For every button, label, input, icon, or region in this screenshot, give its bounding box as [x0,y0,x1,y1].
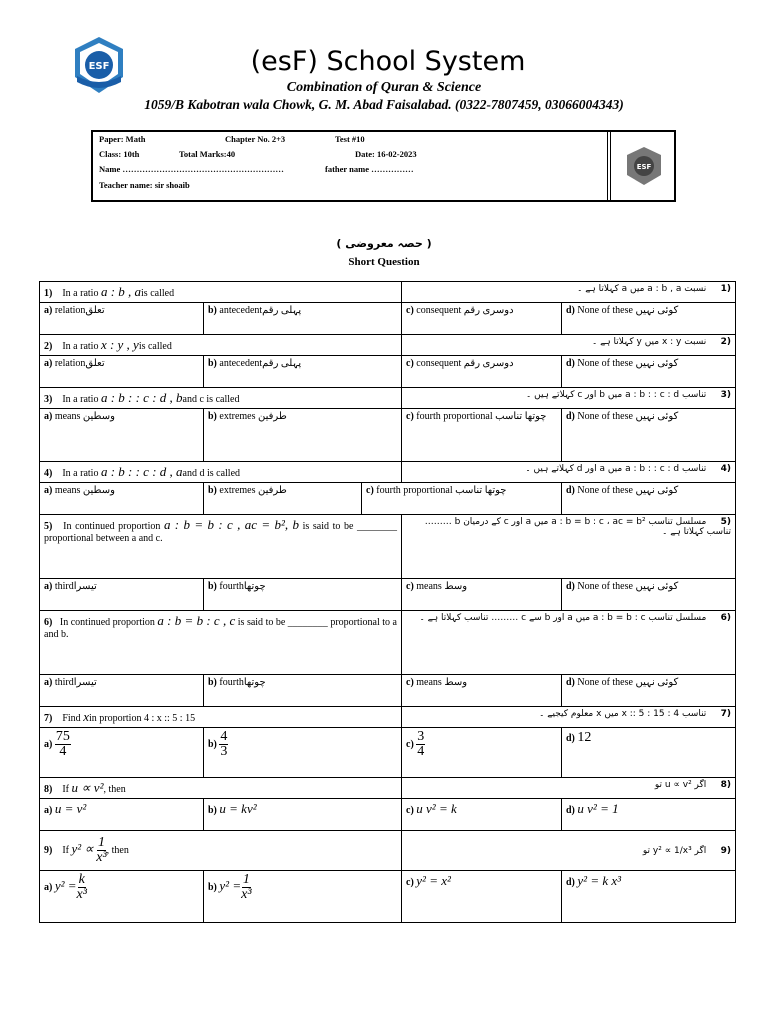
test-label: Test #10 [335,134,365,144]
options-row [40,728,736,778]
section-title-urdu: ( حصہ معروضی ) [336,237,432,250]
option-b[interactable]: b) fourthچوتھا [204,579,402,611]
paper-info-box [91,130,676,202]
option-c[interactable]: c) consequent دوسری رقم [402,303,562,335]
date-label: Date: 16-02-2023 [355,149,417,159]
option-d[interactable]: d) None of these کوئی نہیں [562,356,736,388]
option-d[interactable]: d) y² = k x³ [562,871,736,923]
question-row: 2) In a ratio x : y , yis called (2 نسبت x : y میں y کہلاتا ہے ۔ [40,335,736,356]
question-row: 8) If u ∝ v², then (8 اگر u ∝ v² تو [40,778,736,799]
option-c[interactable]: c) consequent دوسری رقم [402,356,562,388]
options-row [40,483,736,515]
option-a[interactable]: a) u = v² [40,799,204,831]
question-row: 1) In a ratio a : b , ais called (1 نسبت a : b , a میں a کہلاتا ہے ۔ [40,282,736,303]
option-c[interactable]: c) $\frac{3}{4}$ [402,728,562,778]
option-a[interactable]: a) means وسطین [40,483,204,515]
option-a[interactable]: a) thirdتیسرا [40,675,204,707]
teacher-name: Teacher name: sir shoaib [99,180,190,190]
chapter-label: Chapter No. 2+3 [225,134,286,144]
address: 1059/B Kabotran wala Chowk, G. M. Abad Faisalabad. (0322-7807459, 03066004343) [144,97,624,112]
option-b[interactable]: b) y² = $\frac{1}{\text{x³}}$ [204,871,402,923]
options-row [40,409,736,462]
option-c[interactable]: c) y² = x² [402,871,562,923]
school-name: (esF) School System [250,46,526,77]
option-a[interactable]: a) relationتعلق [40,303,204,335]
option-d[interactable]: d) None of these کوئی نہیں [562,675,736,707]
option-d[interactable]: d) None of these کوئی نہیں [562,409,736,462]
options-row [40,579,736,611]
question-row: 3) In a ratio a : b : : c : d , band c is called (3 تناسب a : b : : c : d میں b اور c کہلاتے ہیں ۔ [40,388,736,409]
option-d[interactable]: d) None of these کوئی نہیں [562,579,736,611]
question-row: 4) In a ratio a : b : : c : d , aand d is called (4 تناسب a : b : : c : d میں a اور d کہلاتے ہیں ۔ [40,462,736,483]
option-b[interactable]: b) antecedentپہلی رقم [204,303,402,335]
section-title: Short Question [348,256,420,268]
option-d[interactable]: d) u v² = 1 [562,799,736,831]
options-row [40,675,736,707]
options-row [40,303,736,335]
option-a[interactable]: a) relationتعلق [40,356,204,388]
mcq-table [39,281,736,923]
option-c[interactable]: c) means وسط [402,675,562,707]
svg-text:ESF: ESF [88,61,110,72]
option-b[interactable]: b) fourthچوتھا [204,675,402,707]
option-a[interactable]: a) y² = $\frac{k}{\text{x³}}$ [40,871,204,923]
option-c[interactable]: c) fourth proportional چوتھا تناسب [362,483,562,515]
father-name-field: father name …………… [325,164,414,174]
option-c[interactable]: c) fourth proportional چوتھا تناسب [402,409,562,462]
option-d[interactable]: d) 12 [562,728,736,778]
options-row [40,356,736,388]
option-b[interactable]: b) antecedentپہلی رقم [204,356,402,388]
option-d[interactable]: d) None of these کوئی نہیں [562,303,736,335]
question-row: 7) Find xin proportion 4 : x :: 5 : 15 (7 تناسب 4 : x :: 5 : 15 میں x معلوم کیجیے ۔ [40,707,736,728]
option-a[interactable]: a) means وسطین [40,409,204,462]
question-row: 5) In continued proportion a : b = b : c , ac = b², b is said to be ________ proportional between a and c. (5 مسلسل تناسب a : b = b : c ، ac = b² میں a اور c کے درمیان b ……… تناسب کہلاتا ہے ۔ [40,515,736,579]
question-row: 6) In continued proportion a : b = b : c , c is said to be ________ proportional to a and b. (6 مسلسل تناسب a : b = b : c میں a اور b سے c ……… تناسب کہلاتا ہے ۔ [40,611,736,675]
option-a[interactable]: a) thirdتیسرا [40,579,204,611]
class-label: Class: 10th [99,149,140,159]
option-c[interactable]: c) u v² = k [402,799,562,831]
question-row: 9) If y² ∝ $\frac{1}{\text{x³}}$ , then (9 اگر y² ∝ 1/x³ تو [40,831,736,871]
options-row [40,871,736,923]
option-b[interactable]: b) extremes طرفین [204,409,402,462]
option-b[interactable]: b) u = kv² [204,799,402,831]
svg-text:ESF: ESF [636,163,652,171]
name-field: Name ………………………………………………… [99,164,284,174]
option-d[interactable]: d) None of these کوئی نہیں [562,483,736,515]
option-a[interactable]: a) $\frac{75}{4}$ [40,728,204,778]
total-marks-label: Total Marks:40 [179,149,236,159]
tagline: Combination of Quran & Science [286,80,482,95]
options-row [40,799,736,831]
paper-label: Paper: Math [99,134,146,144]
school-logo-small-icon [625,146,663,186]
option-b[interactable]: b) $\frac{4}{3}$ [204,728,402,778]
option-b[interactable]: b) extremes طرفین [204,483,362,515]
option-c[interactable]: c) means وسط [402,579,562,611]
box-divider [607,132,611,200]
